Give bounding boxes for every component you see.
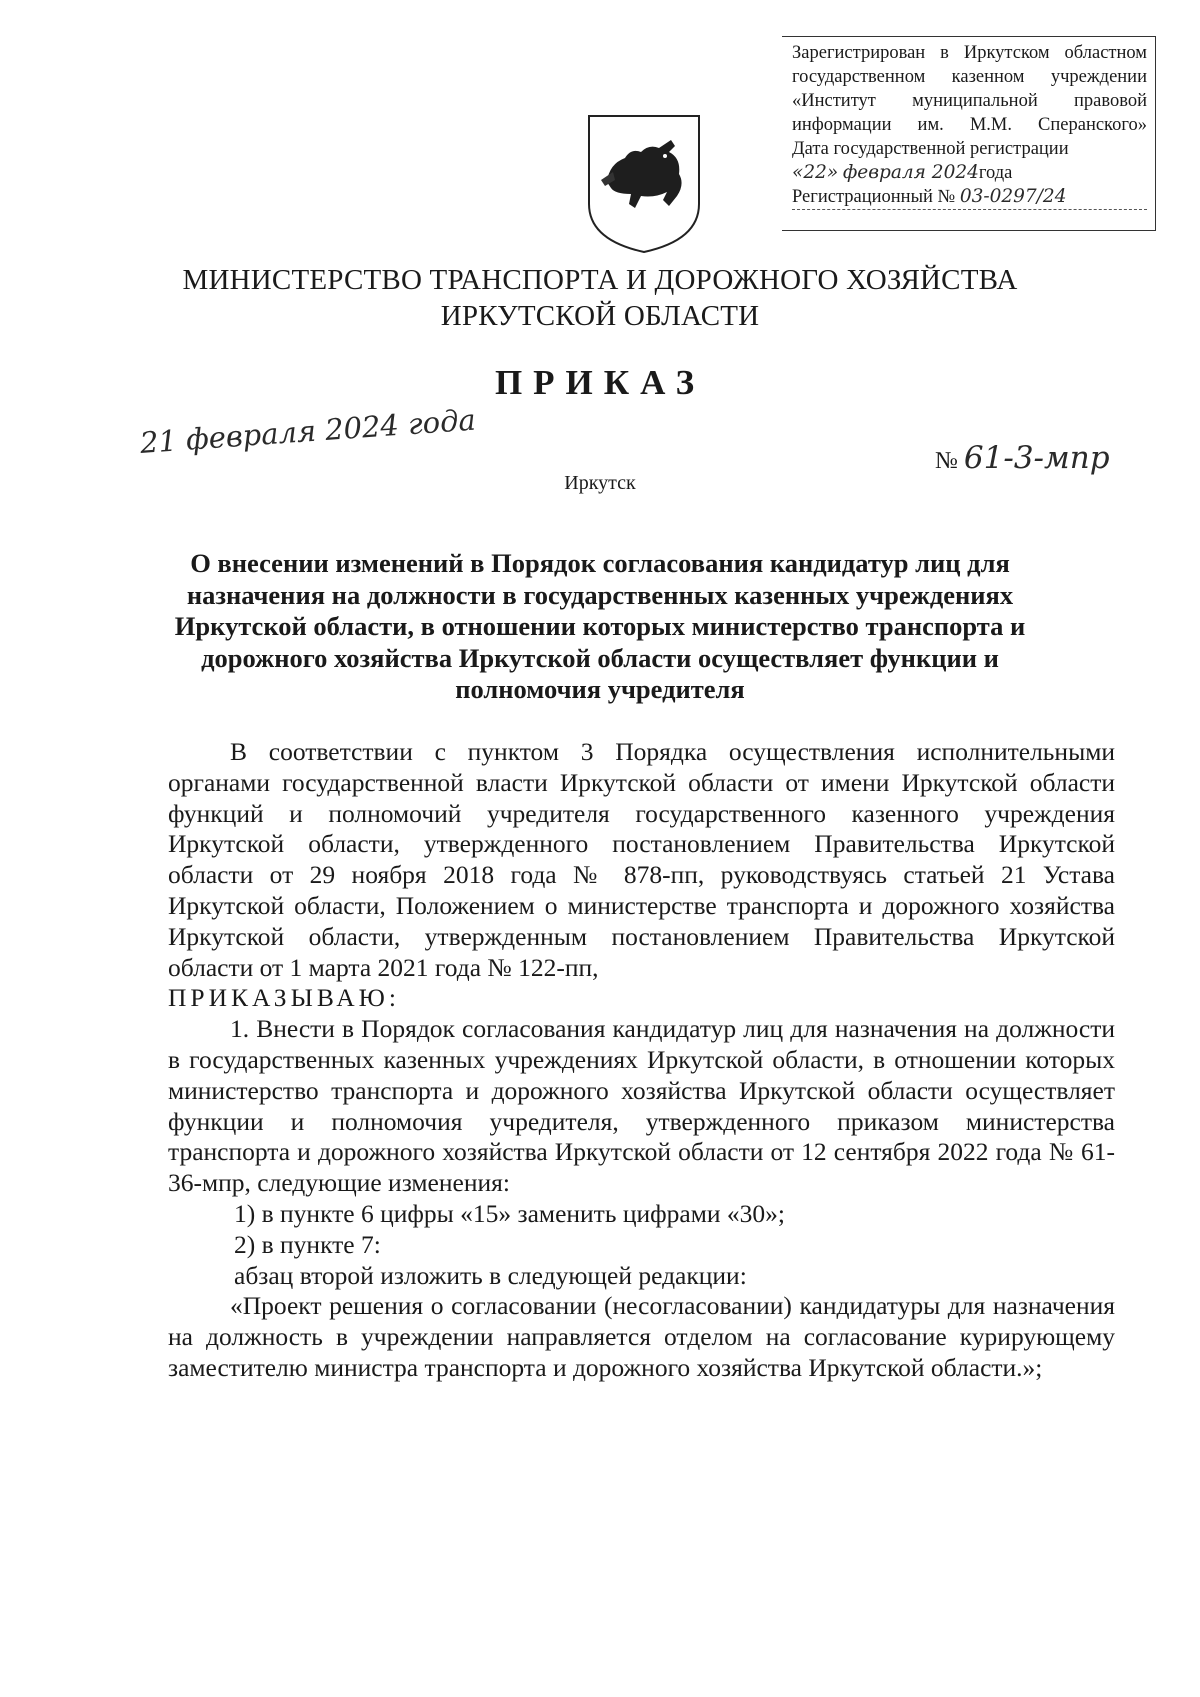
stamp-line: «Институт муниципальной правовой bbox=[792, 91, 1147, 111]
order-number bbox=[935, 440, 1110, 476]
stamp-date-day: 22 bbox=[803, 162, 827, 183]
stamp-reg-label: Регистрационный № bbox=[792, 187, 956, 207]
ministry-line: МИНИСТЕРСТВО ТРАНСПОРТА И ДОРОЖНОГО ХОЗЯЙСТВА bbox=[182, 264, 1018, 296]
stamp-date-mid: » bbox=[826, 162, 839, 183]
document-type-heading: ПРИКАЗ bbox=[494, 363, 706, 402]
subitem-2-text: абзац второй изложить в следующей редакции: bbox=[234, 1260, 747, 1290]
subitem-1: 1) в пункте 6 цифры «15» заменить цифрами «30»; bbox=[234, 1198, 785, 1228]
number-label: № bbox=[935, 448, 958, 474]
ministry-name bbox=[150, 262, 1050, 334]
stamp-line: Дата государственной регистрации bbox=[792, 139, 1069, 159]
registration-stamp bbox=[782, 36, 1156, 231]
quoted-paragraph: «Проект решения о согласовании (несогласовании) кандидатуры для назначения на должность в учреждении направляется отделом на согласование курирующему заместителю министра транспорта и дорожного хозяйства Иркутской области.»; bbox=[168, 1291, 1115, 1382]
preamble-paragraph: В соответствии с пунктом 3 Порядка осуществления исполнительными органами государственной власти Иркутской области от имени Иркутской области функций и полномочий учредителя государственного казенного учреждения Иркутской области, утвержденного постановлением Правительства Иркутской области от 29 ноября 2018 года № 878-пп, руководствуясь статьей 21 Устава Иркутской области, Положением о министерстве транспорта и дорожного хозяйства Иркутской области, утвержденным постановлением Правительства Иркутской области от 1 марта 2021 года № 122-пп, bbox=[168, 737, 1115, 982]
order-date: 21 февраля 2024 года bbox=[138, 402, 477, 460]
stamp-reg-number: 03-0297/24 bbox=[959, 186, 1067, 207]
number-value: 61-3-мпр bbox=[963, 440, 1110, 476]
stamp-line: государственном казенном учреждении bbox=[792, 67, 1147, 87]
stamp-line: информации им. М.М. Сперанского» bbox=[792, 115, 1147, 135]
item-1-paragraph: 1. Внести в Порядок согласования кандидатур лиц для назначения на должности в государственных казенных учреждениях Иркутской области, в отношении которых министерство транспорта и дорожного хозяйства Иркутской области осуществляет функции и полномочия учредителя, утвержденного приказом министерства транспорта и дорожного хозяйства Иркутской области от 12 сентября 2022 года № 61-36-мпр, следующие изменения: bbox=[168, 1014, 1115, 1198]
stamp-date-suffix: года bbox=[978, 163, 1013, 183]
stamp-date-open: « bbox=[792, 162, 804, 183]
order-word: ПРИКАЗЫВАЮ: bbox=[168, 983, 400, 1013]
stamp-line: Зарегистрирован в Иркутском областном bbox=[792, 43, 1147, 63]
stamp-date-month-year: февраля 2024 bbox=[842, 162, 979, 183]
city: Иркутск bbox=[564, 472, 636, 494]
stamp-registration-date bbox=[792, 161, 1147, 185]
coat-of-arms-emblem bbox=[585, 112, 703, 254]
ministry-line: ИРКУТСКОЙ ОБЛАСТИ bbox=[440, 300, 760, 332]
order-title: О внесении изменений в Порядок согласования кандидатур лиц для назначения на должности в государственных казенных учреждениях Иркутской области, в отношении которых министерство транспорта и дорожного хозяйства Иркутской области осуществляет функции и полномочия учредителя bbox=[174, 548, 1026, 704]
order-body bbox=[168, 737, 1115, 1384]
subitem-2: 2) в пункте 7: bbox=[234, 1229, 381, 1259]
stamp-registration-number bbox=[792, 185, 1147, 210]
